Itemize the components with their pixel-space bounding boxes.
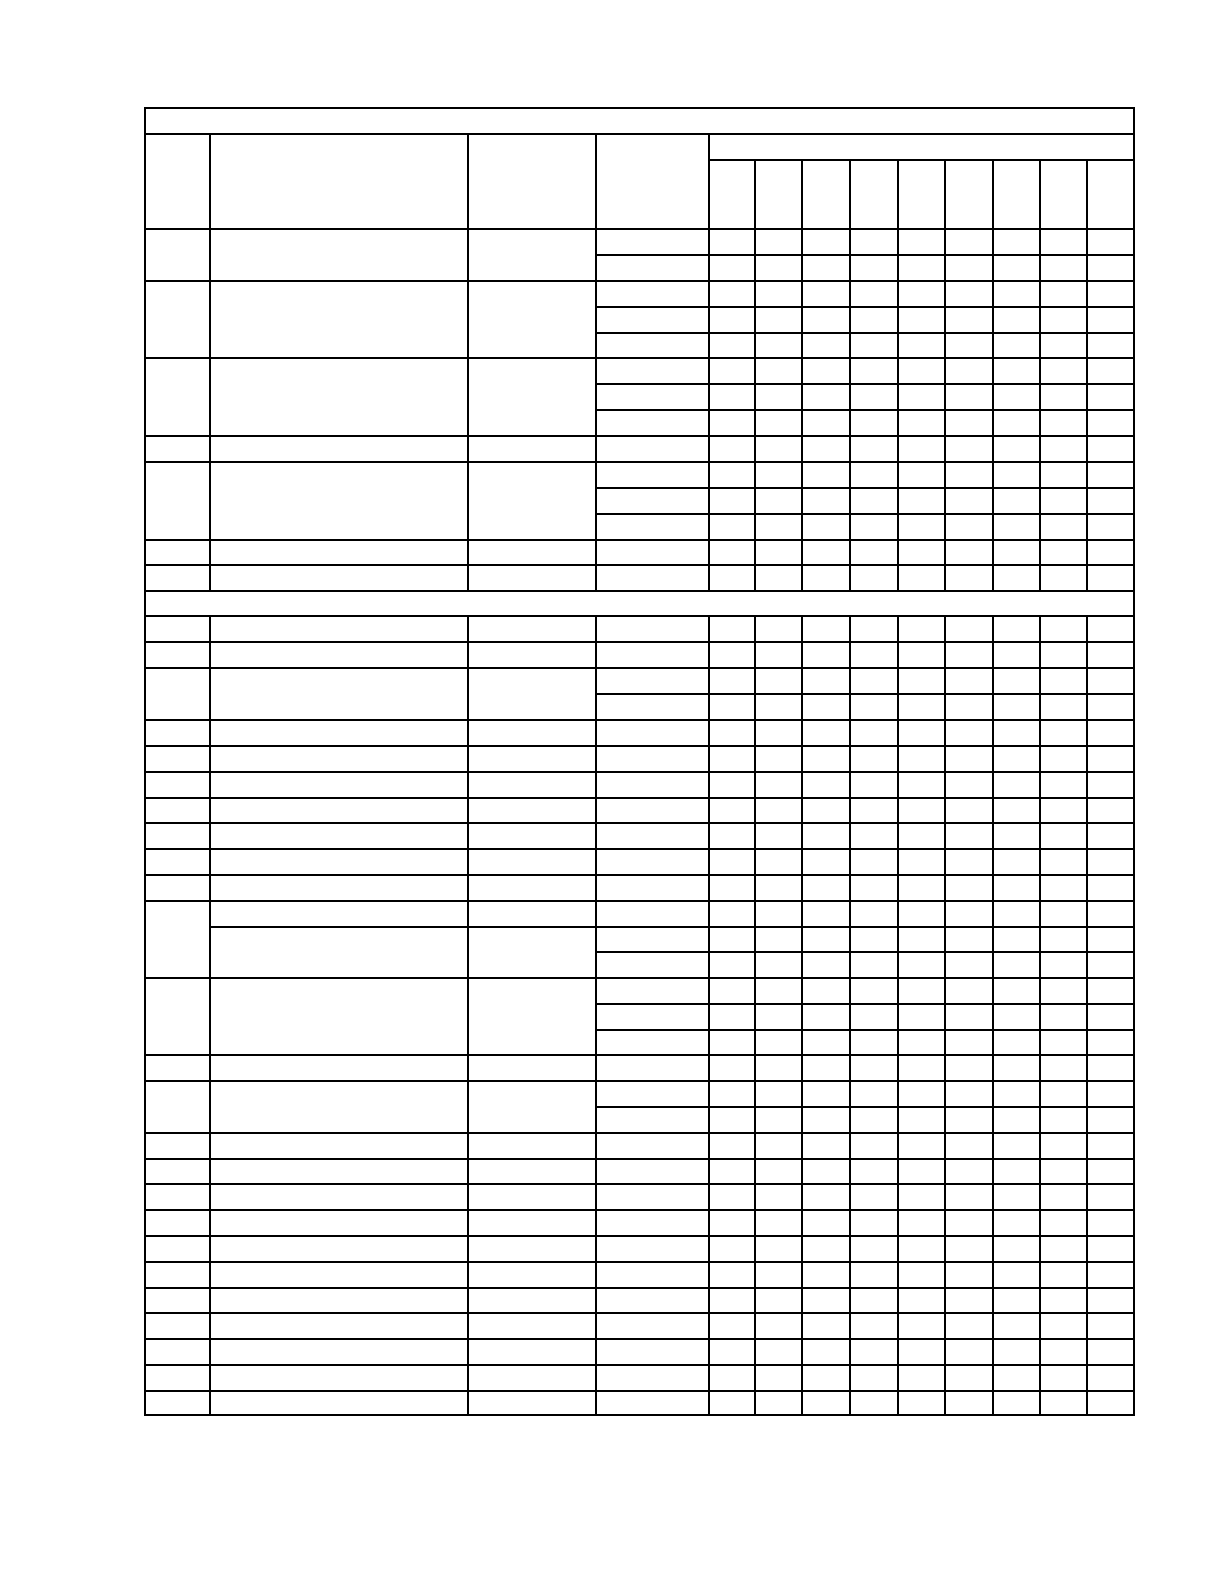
table-outer-border [145, 108, 1134, 1415]
